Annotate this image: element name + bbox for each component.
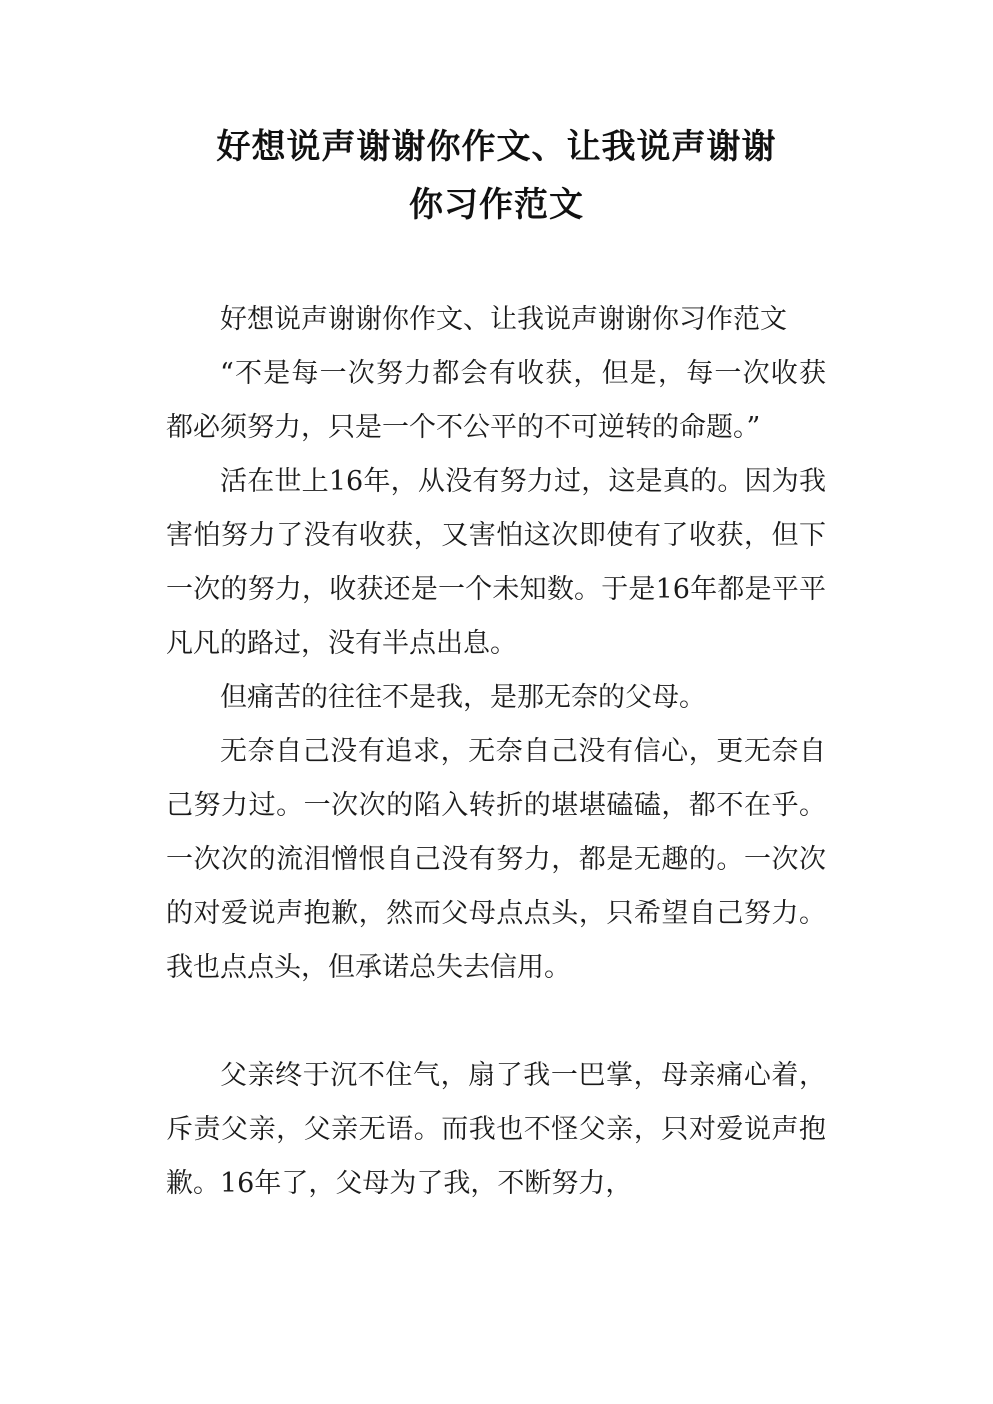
paragraph-parents-pain: 但痛苦的往往不是我，是那无奈的父母。	[220, 682, 706, 713]
title-line-1: 好想说声谢谢你作文、让我说声谢谢	[216, 127, 777, 167]
paragraph-quote: “不是每一次努力都会有收获，但是，每一次收获都必须努力，只是一个不公平的不可逆转的命题。”	[166, 358, 826, 443]
paragraph-subtitle: 好想说声谢谢你作文、让我说声谢谢你习作范文	[220, 304, 787, 335]
paragraph-helpless: 无奈自己没有追求，无奈自己没有信心，更无奈自己努力过。一次次的陷入转折的堪堪磕磕，都不在乎。一次次的流泪憎恨自己没有努力，都是无趣的。一次次的对爱说声抱歉，然而父母点点头，只希望自己努力。我也点点头，但承诺总失去信用。	[166, 736, 826, 983]
document-title	[120, 118, 873, 234]
paragraph-16-years: 活在世上16年，从没有努力过，这是真的。因为我害怕努力了没有收获，又害怕这次即使有了收获，但下一次的努力，收获还是一个未知数。于是16年都是平平凡凡的路过，没有半点出息。	[166, 466, 826, 659]
paragraph-father: 父亲终于沉不住气，扇了我一巴掌，母亲痛心着，斥责父亲，父亲无语。而我也不怪父亲，只对爱说声抱歉。16年了，父母为了我，不断努力，	[166, 1060, 826, 1199]
title-line-2: 你习作范文	[409, 185, 584, 225]
document-body	[166, 293, 826, 1211]
